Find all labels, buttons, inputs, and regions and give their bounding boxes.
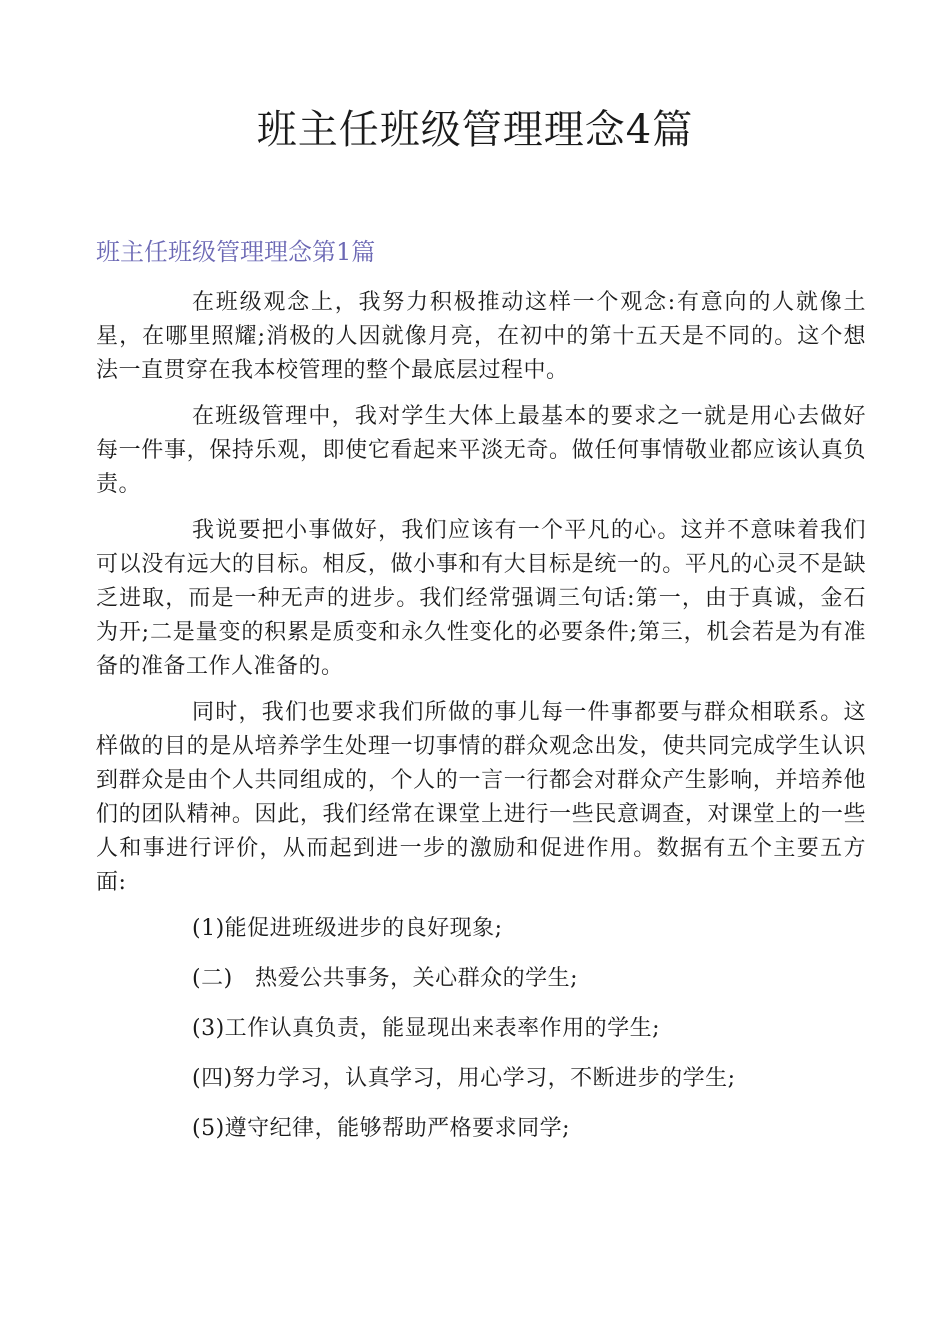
document-body — [96, 286, 866, 1162]
paragraph: 同时，我们也要求我们所做的事儿每一件事都要与群众相联系。这样做的目的是从培养学生处理一切事情的群众观念出发，使共同完成学生认识到群众是由个人共同组成的，个人的一言一行都会对群众产生影响，并培养他们的团队精神。因此，我们经常在课堂上进行一些民意调查，对课堂上的一些人和事进行评价，从而起到进一步的激励和促进作用。数据有五个主要五方面: — [96, 700, 866, 895]
criteria-list — [96, 912, 866, 1146]
list-item: (二) 热爱公共事务，关心群众的学生; — [192, 966, 579, 991]
list-item: (1)能促进班级进步的良好现象; — [192, 916, 503, 941]
section-heading: 班主任班级管理理念第1篇 — [96, 238, 376, 266]
list-item: (3)工作认真负责，能显现出来表率作用的学生; — [192, 1016, 661, 1041]
paragraph: 在班级观念上，我努力积极推动这样一个观念:有意向的人就像土星，在哪里照耀;消极的人因就像月亮，在初中的第十五天是不同的。这个想法一直贯穿在我本校管理的整个最底层过程中。 — [96, 290, 866, 383]
list-item: (四)努力学习，认真学习，用心学习，不断进步的学生; — [192, 1066, 736, 1091]
list-item: (5)遵守纪律，能够帮助严格要求同学; — [192, 1116, 571, 1141]
paragraph: 我说要把小事做好，我们应该有一个平凡的心。这并不意味着我们可以没有远大的目标。相反，做小事和有大目标是统一的。平凡的心灵不是缺乏进取，而是一种无声的进步。我们经常强调三句话:第一，由于真诚，金石为开;二是量变的积累是质变和永久性变化的必要条件;第三，机会若是为有准备的准备工作人准备的。 — [96, 518, 866, 679]
document-title: 班主任班级管理理念4篇 — [256, 107, 694, 153]
paragraph: 在班级管理中，我对学生大体上最基本的要求之一就是用心去做好每一件事，保持乐观，即使它看起来平淡无奇。做任何事情敬业都应该认真负责。 — [96, 404, 866, 497]
